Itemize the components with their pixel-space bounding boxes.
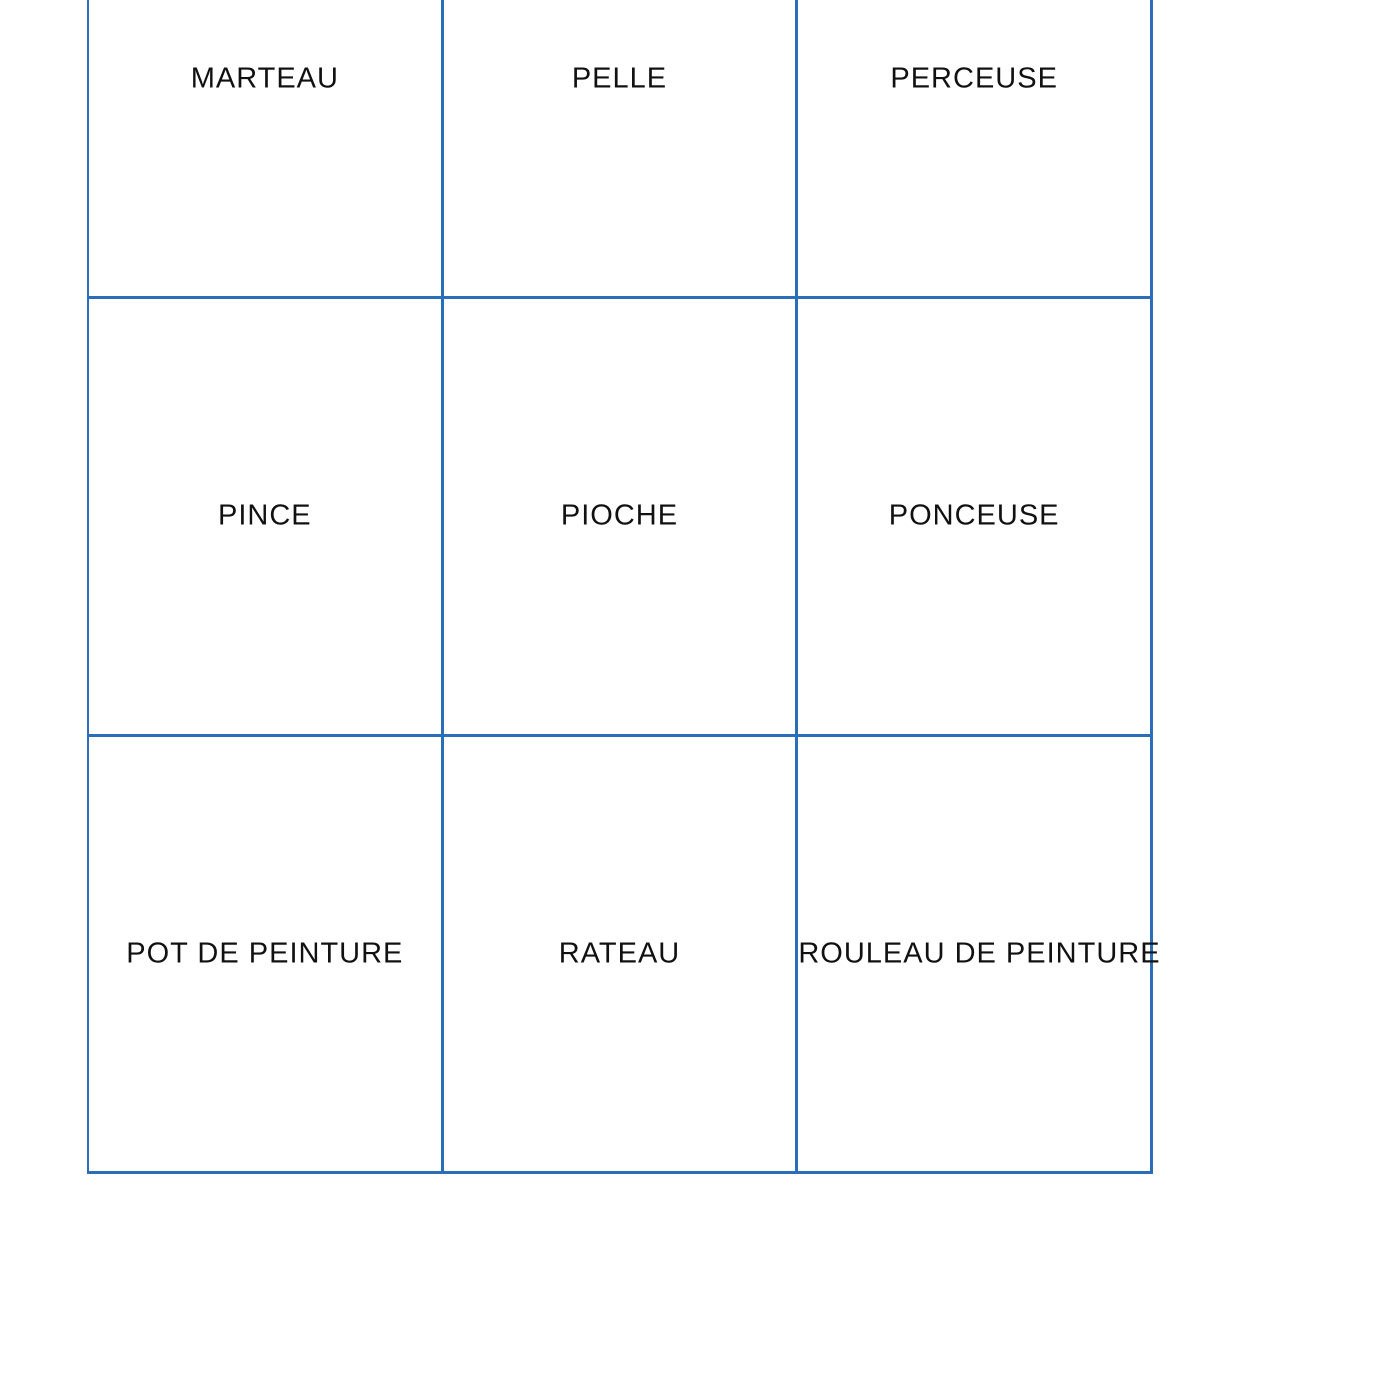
- card-pot-de-peinture: [89, 737, 444, 1174]
- card-label: PELLE: [571, 62, 668, 95]
- card-label: PERCEUSE: [890, 62, 1058, 95]
- card-label: PINCE: [218, 499, 312, 532]
- card-pelle: [444, 0, 799, 299]
- card-marteau: [89, 0, 444, 299]
- card-pioche: [444, 299, 799, 736]
- card-pince: [89, 299, 444, 736]
- card-ponceuse: [798, 299, 1153, 736]
- card-rouleau-de-peinture: [798, 737, 1161, 1174]
- card-label: MARTEAU: [190, 62, 339, 95]
- card-label: PONCEUSE: [888, 499, 1060, 532]
- card-perceuse: [798, 0, 1153, 299]
- card-label: RATEAU: [558, 937, 681, 970]
- card-rateau: [444, 737, 799, 1174]
- card-label: POT DE PEINTURE: [126, 937, 404, 970]
- vocabulary-card-grid: [87, 0, 1161, 1174]
- card-label: PIOCHE: [560, 499, 679, 532]
- card-label: ROULEAU DE PEINTURE: [798, 937, 1161, 970]
